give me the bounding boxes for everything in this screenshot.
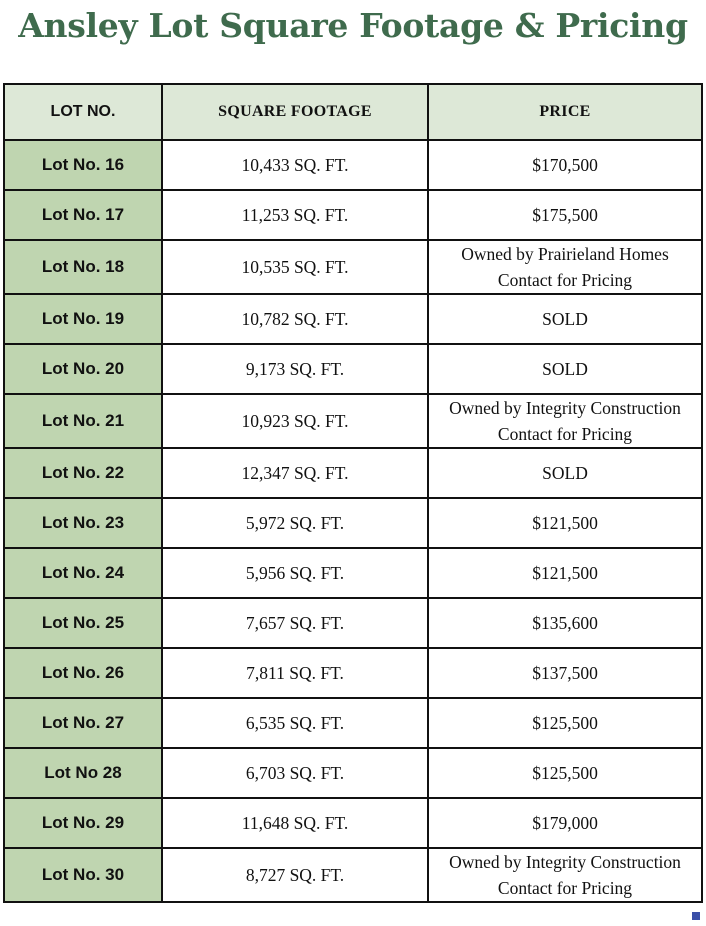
- price-text: Owned by Prairieland Homes: [461, 244, 669, 264]
- square-footage-cell: 5,972 SQ. FT.: [162, 498, 428, 548]
- lot-number-cell: Lot No. 20: [4, 344, 162, 394]
- table-row: [4, 190, 702, 240]
- price-text: SOLD: [542, 309, 588, 329]
- price-cell: [428, 798, 702, 848]
- table-row: [4, 848, 702, 902]
- price-text: SOLD: [542, 359, 588, 379]
- price-cell: [428, 548, 702, 598]
- price-text: Owned by Integrity Construction: [449, 398, 681, 418]
- price-cell: [428, 748, 702, 798]
- table-row: [4, 648, 702, 698]
- price-text: $125,500: [532, 763, 598, 783]
- table-row: [4, 344, 702, 394]
- price-text: $125,500: [532, 713, 598, 733]
- table-body: [4, 140, 702, 902]
- price-text: $121,500: [532, 513, 598, 533]
- price-cell: [428, 698, 702, 748]
- table-row: [4, 448, 702, 498]
- price-text: $179,000: [532, 813, 598, 833]
- table-row: [4, 498, 702, 548]
- price-text: $170,500: [532, 155, 598, 175]
- lot-number-cell: Lot No. 21: [4, 394, 162, 448]
- price-text: Owned by Integrity Construction: [449, 852, 681, 872]
- price-text: Contact for Pricing: [497, 270, 633, 290]
- lot-number-cell: Lot No. 23: [4, 498, 162, 548]
- price-text: Contact for Pricing: [497, 878, 633, 898]
- square-footage-cell: 7,811 SQ. FT.: [162, 648, 428, 698]
- table-row: [4, 240, 702, 294]
- price-cell: [428, 598, 702, 648]
- lot-number-cell: Lot No. 22: [4, 448, 162, 498]
- square-footage-cell: 6,535 SQ. FT.: [162, 698, 428, 748]
- lot-number-cell: Lot No. 25: [4, 598, 162, 648]
- square-footage-cell: 10,535 SQ. FT.: [162, 240, 428, 294]
- square-footage-cell: 12,347 SQ. FT.: [162, 448, 428, 498]
- table-header-row: [4, 84, 702, 140]
- lot-number-cell: Lot No. 24: [4, 548, 162, 598]
- lot-number-cell: Lot No. 19: [4, 294, 162, 344]
- lot-number-cell: Lot No. 18: [4, 240, 162, 294]
- table-row: [4, 294, 702, 344]
- lot-number-cell: Lot No. 17: [4, 190, 162, 240]
- column-header-lot-no: LOT NO.: [4, 84, 162, 140]
- lot-pricing-table: [3, 83, 703, 903]
- lot-number-cell: Lot No. 29: [4, 798, 162, 848]
- price-cell: [428, 848, 702, 902]
- table-row: [4, 394, 702, 448]
- column-header-square-footage: SQUARE FOOTAGE: [162, 84, 428, 140]
- table-row: [4, 798, 702, 848]
- price-cell: [428, 394, 702, 448]
- lot-number-cell: Lot No. 30: [4, 848, 162, 902]
- table-row: [4, 748, 702, 798]
- square-footage-cell: 10,433 SQ. FT.: [162, 140, 428, 190]
- price-cell: [428, 190, 702, 240]
- price-text: SOLD: [542, 463, 588, 483]
- price-cell: [428, 498, 702, 548]
- resize-handle-icon: [692, 912, 700, 920]
- square-footage-cell: 9,173 SQ. FT.: [162, 344, 428, 394]
- page-title: Ansley Lot Square Footage & Pricing: [18, 6, 688, 45]
- square-footage-cell: 7,657 SQ. FT.: [162, 598, 428, 648]
- column-header-price: PRICE: [428, 84, 702, 140]
- square-footage-cell: 10,782 SQ. FT.: [162, 294, 428, 344]
- price-cell: [428, 140, 702, 190]
- table-row: [4, 140, 702, 190]
- square-footage-cell: 5,956 SQ. FT.: [162, 548, 428, 598]
- price-text: $135,600: [532, 613, 598, 633]
- price-cell: [428, 648, 702, 698]
- square-footage-cell: 10,923 SQ. FT.: [162, 394, 428, 448]
- price-text: $137,500: [532, 663, 598, 683]
- table-row: [4, 598, 702, 648]
- price-cell: [428, 344, 702, 394]
- price-text: $175,500: [532, 205, 598, 225]
- price-cell: [428, 240, 702, 294]
- table-row: [4, 548, 702, 598]
- price-cell: [428, 448, 702, 498]
- square-footage-cell: 6,703 SQ. FT.: [162, 748, 428, 798]
- lot-number-cell: Lot No 28: [4, 748, 162, 798]
- square-footage-cell: 11,253 SQ. FT.: [162, 190, 428, 240]
- table-row: [4, 698, 702, 748]
- price-text: Contact for Pricing: [497, 424, 633, 444]
- square-footage-cell: 11,648 SQ. FT.: [162, 798, 428, 848]
- price-text: $121,500: [532, 563, 598, 583]
- price-cell: [428, 294, 702, 344]
- lot-number-cell: Lot No. 26: [4, 648, 162, 698]
- lot-number-cell: Lot No. 16: [4, 140, 162, 190]
- square-footage-cell: 8,727 SQ. FT.: [162, 848, 428, 902]
- lot-number-cell: Lot No. 27: [4, 698, 162, 748]
